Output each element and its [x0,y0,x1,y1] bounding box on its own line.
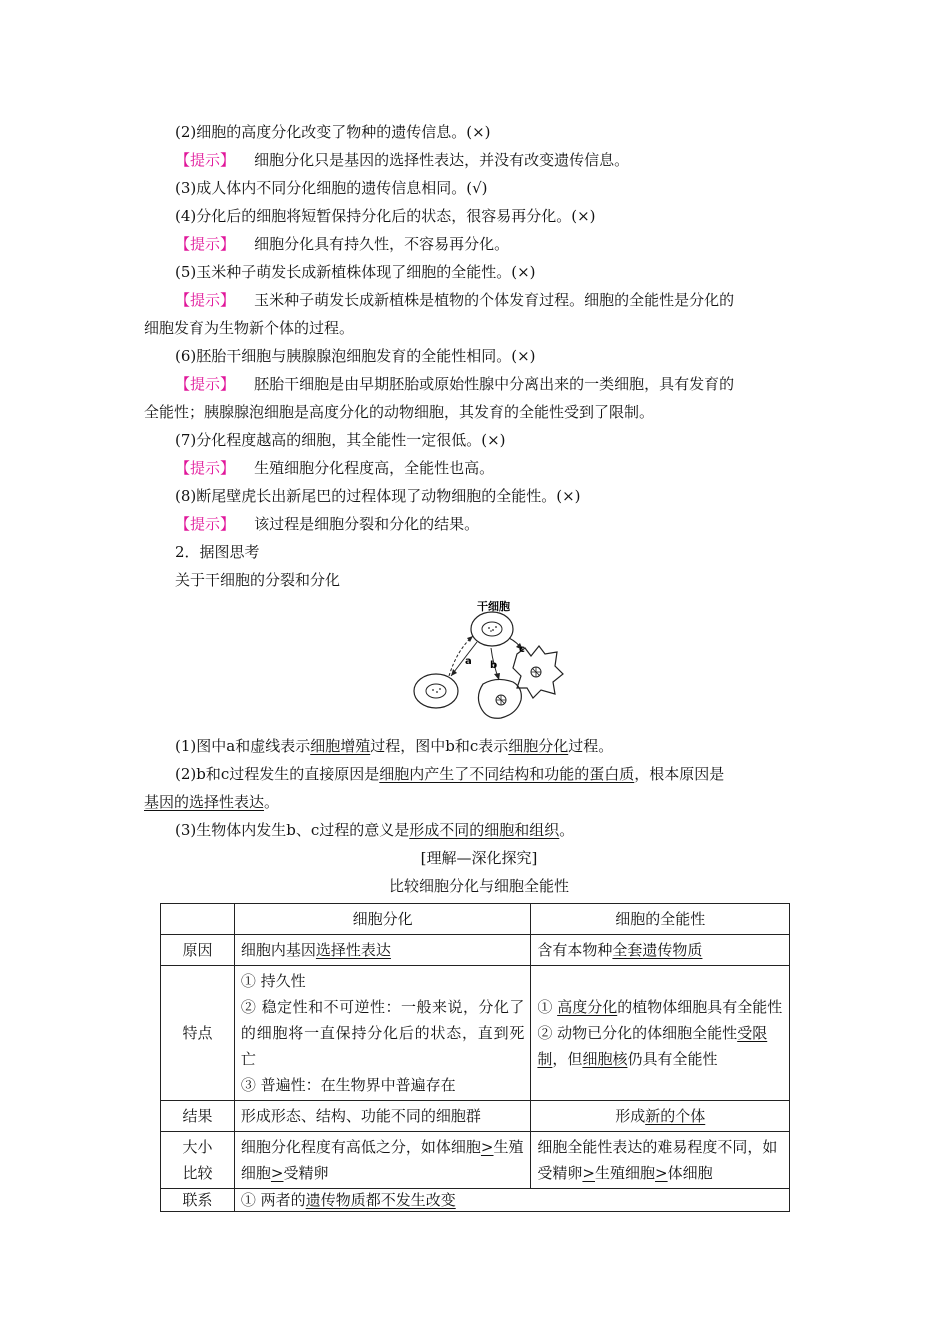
result-totipotency: 形成新的个体 [531,1101,790,1132]
row-label-compare: 大小 比较 [161,1132,235,1189]
row-label-relation: 联系 [161,1189,235,1212]
header-totipotency: 细胞的全能性 [531,904,790,935]
stem-cell-nucleus [482,622,502,636]
cause-totipotency: 含有本物种全套遗传物质 [531,935,790,966]
hint-6-cont: 全能性；胰腺腺泡细胞是高度分化的动物细胞，其发育的全能性受到了限制。 [144,403,655,421]
hint-2: 【提示】 细胞分化只是基因的选择性表达，并没有改变遗传信息。 [175,151,630,169]
comparison-table [160,903,790,1212]
table-row-features [161,966,790,1101]
daughter-cell-nucleus [426,684,446,698]
label-b: b [490,660,498,671]
hint-7: 【提示】 生殖细胞分化程度高，全能性也高。 [175,459,495,477]
table-row-relation [161,1189,790,1212]
hint-8: 【提示】 该过程是细胞分裂和分化的结果。 [175,515,480,533]
table-row-result [161,1101,790,1132]
label-a: a [465,656,472,667]
hint-5: 【提示】 玉米种子萌发长成新植株是植物的个体发育过程。细胞的全能性是分化的 [175,291,735,309]
compare-totipotency: 细胞全能性表达的难易程度不同，如受精卵>生殖细胞>体细胞 [531,1132,790,1189]
row-label-features: 特点 [161,966,235,1101]
item-4: (4)分化后的细胞将短暂保持分化后的状态，很容易再分化。(×) [175,207,596,225]
stem-cell [471,612,513,646]
section-2-subheading: 关于干细胞的分裂和分化 [175,571,341,589]
compare-differentiation: 细胞分化程度有高低之分，如体细胞>生殖细胞>受精卵 [234,1132,531,1189]
item-6: (6)胚胎干细胞与胰腺腺泡细胞发育的全能性相同。(×) [175,347,536,365]
item-3: (3)成人体内不同分化细胞的遗传信息相同。(√) [175,179,488,197]
figure-title: 干细胞 [477,600,510,613]
section-2-heading: 2．据图思考 [175,543,260,561]
row-label-cause: 原因 [161,935,235,966]
question-2: (2)b和c过程发生的直接原因是细胞内产生了不同结构和功能的蛋白质，根本原因是 [175,765,725,783]
result-differentiation: 形成形态、结构、功能不同的细胞群 [234,1101,531,1132]
item-2: (2)细胞的高度分化改变了物种的遗传信息。(×) [175,123,491,141]
table-header-row [161,904,790,935]
relation-content: ① 两者的遗传物质都不发生改变 [234,1189,789,1212]
hint-6: 【提示】 胚胎干细胞是由早期胚胎或原始性腺中分离出来的一类细胞，具有发育的 [175,375,735,393]
question-3: (3)生物体内发生b、c过程的意义是形成不同的细胞和组织。 [175,821,575,839]
explore-heading: [理解—深化探究] [420,849,538,867]
question-1: (1)图中a和虚线表示细胞增殖过程，图中b和c表示细胞分化过程。 [175,737,614,755]
row-label-result: 结果 [161,1101,235,1132]
table-row-cause [161,935,790,966]
label-c: c [519,644,525,655]
item-8: (8)断尾壁虎长出新尾巴的过程体现了动物细胞的全能性。(×) [175,487,581,505]
question-2-cont: 基因的选择性表达。 [144,793,280,811]
daughter-stem-cell [414,674,458,708]
table-row-compare [161,1132,790,1189]
item-7: (7)分化程度越高的细胞，其全能性一定很低。(×) [175,431,506,449]
hint-5-cont: 细胞发育为生物新个体的过程。 [144,319,355,337]
stem-cell-figure [405,596,585,726]
features-differentiation: ① 持久性 ② 稳定性和不可逆性：一般来说，分化了的细胞将一直保持分化后的状态，直到死亡 ③ 普遍性：在生物界中普遍存在 [234,966,531,1101]
item-5: (5)玉米种子萌发长成新植株体现了细胞的全能性。(×) [175,263,536,281]
cause-differentiation: 细胞内基因选择性表达 [234,935,531,966]
features-totipotency: ① 高度分化的植物体细胞具有全能性 ② 动物已分化的体细胞全能性受限制，但细胞核仍具有全能性 [531,966,790,1101]
header-differentiation: 细胞分化 [234,904,531,935]
table-title: 比较细胞分化与细胞全能性 [388,877,569,895]
hint-4: 【提示】 细胞分化具有持久性，不容易再分化。 [175,235,510,253]
